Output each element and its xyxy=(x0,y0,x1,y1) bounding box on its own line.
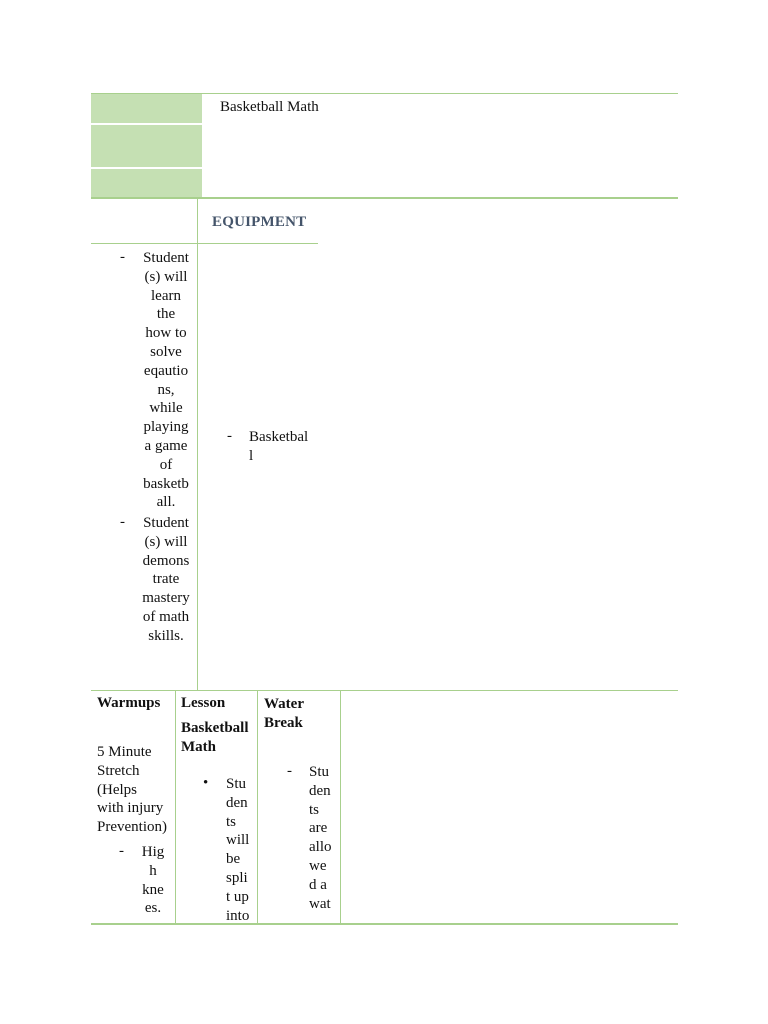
lesson-bullet: • xyxy=(203,775,209,791)
header-green-separator-1 xyxy=(91,123,202,125)
schedule-divider-3 xyxy=(340,690,341,924)
header-green-block xyxy=(91,94,202,198)
objective-text: Student (s) will learn the how to solve eqautio ns, while playing a game of basketb all. xyxy=(143,250,189,511)
schedule-divider-2 xyxy=(257,690,258,924)
warmups-description: 5 Minute Stretch (Helps with injury Prevention) xyxy=(97,744,167,836)
warmups-bullet: - xyxy=(119,843,124,859)
objective-bullet: - xyxy=(120,249,125,265)
schedule-top-border xyxy=(91,690,678,691)
equipment-heading-underline xyxy=(91,243,318,244)
equipment-item: Basketbal l xyxy=(249,429,309,464)
warmups-heading: Warmups xyxy=(97,695,161,711)
header-bottom-border xyxy=(91,197,678,199)
lesson-subheading: Basketball Math xyxy=(181,720,249,755)
schedule-bottom-border xyxy=(91,923,678,925)
equipment-heading: EQUIPMENT xyxy=(212,214,307,230)
page-title: Basketball Math xyxy=(220,99,319,115)
header-green-separator-2 xyxy=(91,167,202,169)
equipment-bullet: - xyxy=(227,428,232,444)
objective-bullet: - xyxy=(120,514,125,530)
objectives-column-divider xyxy=(197,199,198,690)
water-break-heading: Water Break xyxy=(264,696,304,731)
schedule-divider-1 xyxy=(175,690,176,924)
warmups-item: Hig h kne es. xyxy=(141,844,165,917)
water-break-bullet: - xyxy=(287,763,292,779)
lesson-item: Stu den ts will be spli t up into xyxy=(226,776,250,924)
water-break-item: Stu den ts are allo we d a wat xyxy=(309,764,332,912)
lesson-heading: Lesson xyxy=(181,695,226,711)
objective-text: Student (s) will demons trate mastery of math skills. xyxy=(142,515,190,644)
